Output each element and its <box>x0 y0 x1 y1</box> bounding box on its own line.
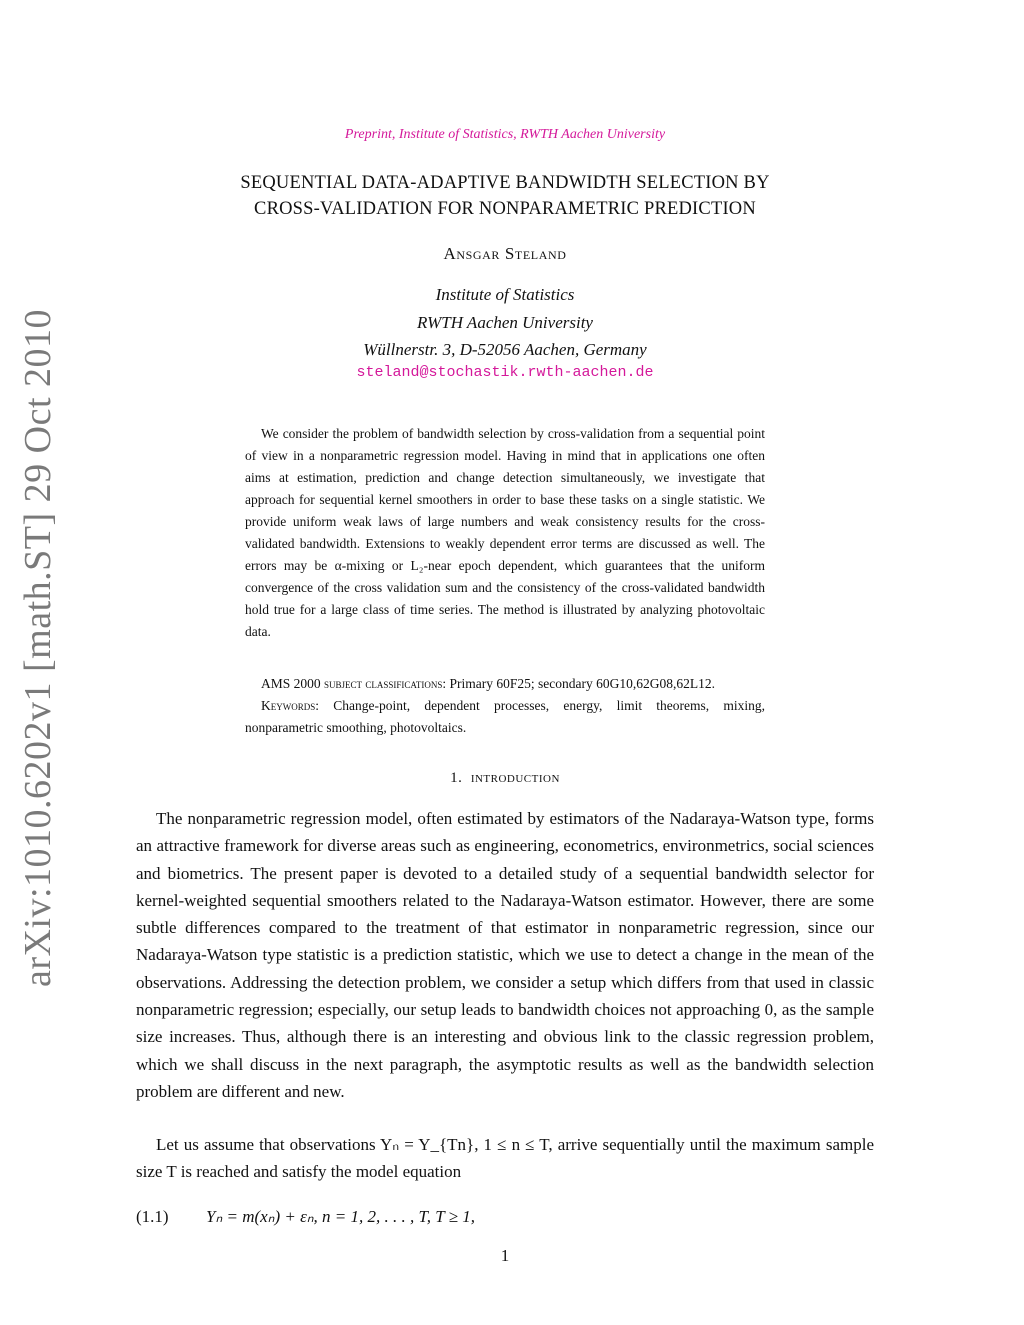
abstract: We consider the problem of bandwidth selection by cross-validation from a sequential point of view in a nonparametric regression model. Having in mind that in applications one often aims at estimation, prediction and change detection simultaneously, we investigate that approach for sequential kernel smoothers in order to base these tasks on a single statistic. We provide uniform weak laws of large numbers and weak consistency results for the cross-validated bandwidth. Extensions to weakly dependent error terms are discussed as well. The errors may be α-mixing or L₂-near epoch dependent, which guarantees that the uniform convergence of the cross validation sum and the consistency of the cross-validated bandwidth hold true for a large class of time series. The method is illustrated by analyzing photovoltaic data. <box>245 426 765 639</box>
page-number: 1 <box>500 1246 510 1265</box>
section-title: introduction <box>470 770 560 786</box>
preprint-note[interactable]: Preprint, Institute of Statistics, RWTH Aachen University <box>344 127 666 142</box>
arxiv-identifier-stamp: arXiv:1010.6202v1 [math.ST] 29 Oct 2010 <box>17 308 59 988</box>
title-line-1: SEQUENTIAL DATA-ADAPTIVE BANDWIDTH SELECTION BY <box>240 173 770 193</box>
keywords <box>245 695 765 739</box>
title-line-2: CROSS-VALIDATION FOR NONPARAMETRIC PREDICTION <box>254 199 756 219</box>
author-email-link[interactable]: steland@stochastik.rwth-aachen.de <box>356 364 654 381</box>
author-affiliation <box>0 281 1010 364</box>
ams-classification-label: AMS 2000 subject classifications: <box>261 676 447 691</box>
paper-title <box>150 170 860 222</box>
equation-number: (1.1) <box>136 1207 169 1226</box>
author-name: Ansgar Steland <box>443 244 567 263</box>
section-number: 1. <box>450 770 463 786</box>
affiliation-line: RWTH Aachen University <box>417 312 593 332</box>
keywords-text: Change-point, dependent processes, energy, limit theorems, mixing, nonparametric smoothing, photovoltaics. <box>245 698 766 735</box>
affiliation-line: Wüllnerstr. 3, D-52056 Aachen, Germany <box>363 340 647 359</box>
ams-classification <box>245 673 845 695</box>
ams-classification-text: Primary 60F25; secondary 60G10,62G08,62L12. <box>449 676 716 691</box>
section-heading <box>0 770 1010 787</box>
equation-body: Yₙ = m(xₙ) + εₙ, n = 1, 2, . . . , T, T ≥ 1, <box>206 1207 475 1226</box>
keywords-label: Keywords: <box>261 698 319 713</box>
body-paragraph: Let us assume that observations Yₙ = Y_{Tn}, 1 ≤ n ≤ T, arrive sequentially until the maximum sample size T is reached and satisfy the model equation <box>136 1135 874 1182</box>
body-paragraph: The nonparametric regression model, often estimated by estimators of the Nadaraya-Watson type, forms an attractive framework for diverse areas such as engineering, econometrics, environmetrics, social sciences and biometrics. The present paper is devoted to a detailed study of a sequential bandwidth selector for kernel-weighted sequential smoothers related to the Nadaraya-Watson estimator. However, there are some subtle differences compared to the treatment of that estimator in nonparametric regression, since our Nadaraya-Watson type statistic is a prediction statistic, which we use to detect a change in the mean of the observations. Addressing the detection problem, we consider a setup which differs from that used in classic nonparametric regression; especially, our setup leads to bandwidth choices not approaching 0, as the sample size increases. Thus, although there is an interesting and obvious link to the classic regression problem, which we shall discuss in the next paragraph, the asymptotic results as well as the bandwidth selection problem are different and new. <box>136 809 874 1101</box>
affiliation-line: Institute of Statistics <box>435 285 575 304</box>
